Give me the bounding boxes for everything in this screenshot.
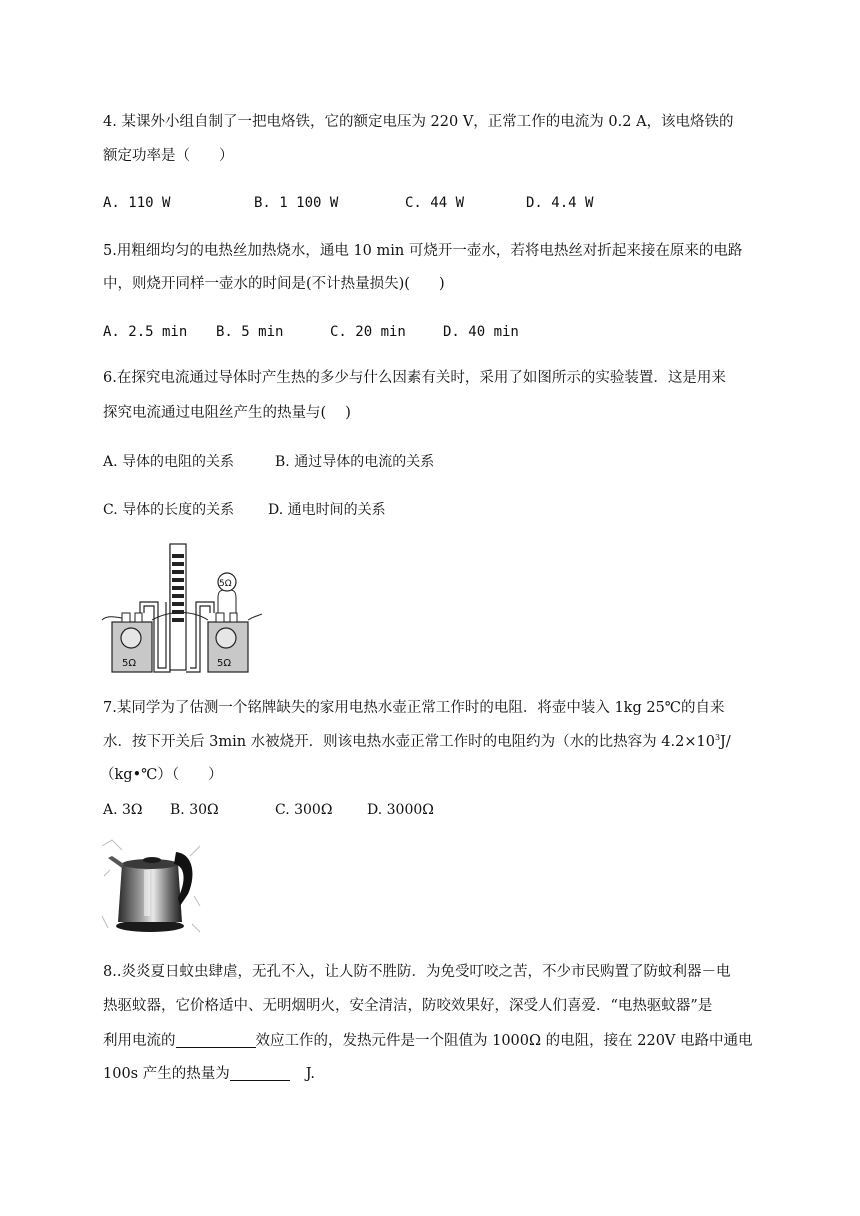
- q5-option-a: A. 2.5 min: [103, 324, 188, 340]
- q5-option-d: D. 40 min: [443, 324, 519, 340]
- q4-stem-line1: 4. 某课外小组自制了一把电烙铁，它的额定电压为 220 V，正常工作的电流为 0.2 A，该电烙铁的: [103, 114, 734, 130]
- q7-stem-line2: 水．按下开关后 3min 水被烧开．则该电热水壶正常工作时的电阻约为（水的比热容为 $4.2\times 10^3J/$: [103, 733, 731, 750]
- q7-option-b: B. 30Ω: [170, 802, 219, 818]
- q5-option-c: C. 20 min: [330, 324, 406, 340]
- q4-option-b: B. 1 100 W: [254, 195, 339, 211]
- q7-option-a: A. 3Ω: [103, 802, 143, 818]
- fig-top-label: 5Ω: [219, 579, 232, 589]
- q6-option-a: A. 导体的电阻的关系: [103, 454, 235, 470]
- q6-stem-line2: 探究电流通过电阻丝产生的热量与( ): [103, 405, 351, 421]
- q6-stem-line1: 6.在探究电流通过导体时产生热的多少与什么因素有关时，采用了如图所示的实验装置．这是用来: [103, 370, 726, 386]
- q8-stem-line3: 利用电流的 效应工作的，发热元件是一个阻值为 1000Ω 的电阻，接在 220V 电路中通电: [103, 1033, 753, 1049]
- electric-kettle-image: [100, 836, 202, 936]
- q4-stem-line2: 额定功率是（ ）: [103, 148, 234, 164]
- q7-stem-line3: （kg•℃）（ ）: [100, 767, 223, 783]
- q7-exponent: 3: [714, 733, 721, 742]
- q6-option-d: D. 通电时间的关系: [268, 502, 386, 518]
- q6-option-c: C. 导体的长度的关系: [103, 502, 235, 518]
- q5-stem-line2: 中，则烧开同样一壶水的时间是(不计热量损失)( ): [103, 276, 445, 292]
- q8-stem-line1: 8..炎炎夏日蚊虫肆虐，无孔不入，让人防不胜防．为免受叮咬之苦，不少市民购置了防蚊利器－电: [103, 964, 731, 980]
- fig-right-label: 5Ω: [217, 658, 232, 669]
- q4-option-a: A. 110 W: [103, 195, 171, 211]
- q5-stem-line1: 5.用粗细均匀的电热丝加热烧水，通电 10 min 可烧开一壶水，若将电热丝对折起来接在原来的电路: [103, 243, 743, 259]
- q5-option-b: B. 5 min: [216, 324, 284, 340]
- q4-option-d: D. 4.4 W: [526, 195, 594, 211]
- heating-experiment-figure: [100, 540, 262, 675]
- q8-stem-line4: 100s 产生的热量为 J.: [103, 1066, 316, 1082]
- q8-blank-2: [230, 1064, 290, 1081]
- q4-option-c: C. 44 W: [405, 195, 465, 211]
- q8-blank-1: [176, 1031, 256, 1048]
- q7-stem-line1: 7.某同学为了估测一个铭牌缺失的家用电热水壶正常工作时的电阻．将壶中装入 1kg 25℃的自来: [103, 700, 725, 716]
- fig-left-label: 5Ω: [122, 658, 137, 669]
- q7-option-c: C. 300Ω: [275, 802, 333, 818]
- q6-option-b: B. 通过导体的电流的关系: [275, 454, 435, 470]
- q8-stem-line2: 热驱蚊器，它价格适中、无明烟明火，安全清洁，防咬效果好，深受人们喜爱．“电热驱蚊器”是: [103, 998, 713, 1014]
- q7-option-d: D. 3000Ω: [367, 802, 434, 818]
